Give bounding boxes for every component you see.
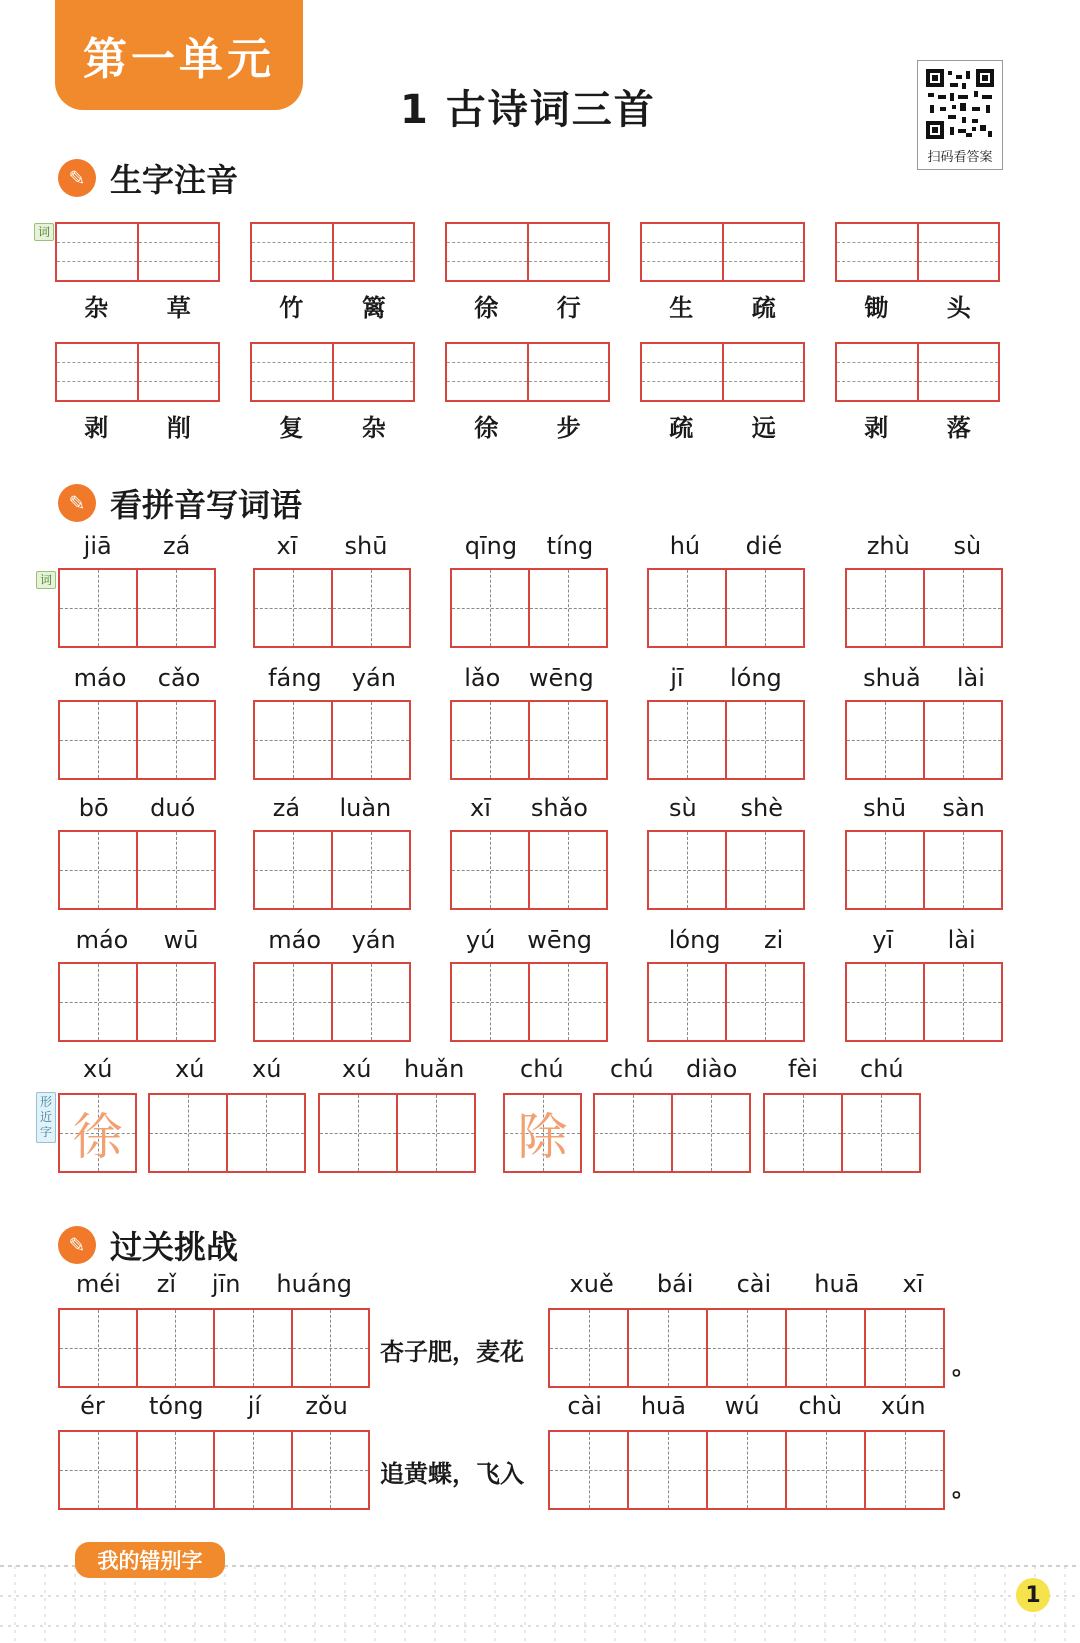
char-cell[interactable] (671, 1095, 749, 1171)
tianzi-grid[interactable] (58, 830, 216, 910)
char-cell[interactable] (60, 832, 136, 908)
qr-code-icon (926, 69, 994, 139)
char-cell[interactable] (923, 702, 1001, 778)
pinyin-syllable: diào (686, 1055, 738, 1083)
pinyin-label (58, 664, 216, 692)
pinyin-syllable: huǎn (404, 1055, 465, 1083)
pinyin-syllable: xī (276, 532, 298, 560)
char-cell[interactable] (255, 832, 331, 908)
pinyin-syllable: máo (73, 664, 127, 692)
char-cell[interactable] (923, 832, 1001, 908)
tianzi-grid[interactable] (647, 830, 805, 910)
pinyin-answer-box[interactable] (445, 342, 610, 402)
pinyin-cell[interactable] (332, 344, 414, 400)
char-cell[interactable] (136, 1310, 214, 1386)
tianzi-grid[interactable] (647, 568, 805, 648)
pinyin-syllable: cài (736, 1270, 772, 1298)
pinyin-cell[interactable] (137, 224, 219, 280)
pinyin-cell[interactable] (527, 224, 609, 280)
tianzi-grid-example (503, 1093, 582, 1173)
poem-period: 。 (952, 1351, 976, 1380)
pinyin-syllable: zi (764, 926, 784, 954)
pinyin-label (845, 794, 1003, 822)
pinyin-syllable: sù (668, 794, 697, 822)
pinyin-syllable: lài (956, 664, 985, 692)
tianzi-grid[interactable] (593, 1093, 751, 1173)
char-cell[interactable] (649, 702, 725, 778)
pinyin-syllable: lài (947, 926, 976, 954)
pinyin-answer-box[interactable] (250, 342, 415, 402)
word-chars (55, 408, 220, 443)
pinyin-label (845, 926, 1003, 954)
pinyin-label (647, 794, 805, 822)
char-cell[interactable] (864, 1310, 943, 1386)
tianzi-grid[interactable] (450, 962, 608, 1042)
char-cell[interactable] (331, 570, 409, 646)
char: 草 (166, 293, 191, 322)
tianzi-grid[interactable] (58, 962, 216, 1042)
char-cell[interactable] (765, 1095, 841, 1171)
char: 远 (751, 413, 776, 442)
pinyin-syllable: chú (610, 1055, 654, 1083)
pinyin-syllable: huā (814, 1270, 860, 1298)
pinyin-syllable: shè (740, 794, 784, 822)
pinyin-syllable: zǐ (156, 1270, 176, 1298)
char: 徐 (474, 293, 499, 322)
char-cell[interactable] (396, 1095, 474, 1171)
char-cell[interactable] (847, 964, 923, 1040)
pinyin-syllable: bō (78, 794, 109, 822)
pinyin-answer-box[interactable] (55, 342, 220, 402)
pinyin-label (450, 664, 608, 692)
pinyin-syllable: cài (567, 1392, 602, 1420)
char-cell[interactable] (725, 832, 803, 908)
pinyin-syllable: chú (860, 1055, 904, 1083)
char: 竹 (279, 293, 304, 322)
char: 生 (669, 293, 694, 322)
pinyin-syllable: hú (669, 532, 701, 560)
char-cell[interactable] (452, 964, 528, 1040)
pinyin-answer-box[interactable] (835, 342, 1000, 402)
tianzi-grid[interactable] (58, 1430, 370, 1510)
pinyin-answer-box[interactable] (55, 222, 220, 282)
char-cell[interactable] (923, 964, 1001, 1040)
char-cell[interactable] (528, 570, 606, 646)
pinyin-syllable: wú (724, 1392, 760, 1420)
pinyin-label (58, 532, 216, 560)
pinyin-label (58, 926, 216, 954)
pinyin-syllable: wēng (527, 926, 593, 954)
char-cell[interactable] (331, 964, 409, 1040)
section-title-text: 看拼音写词语 (110, 486, 303, 524)
char: 削 (166, 413, 191, 442)
word-chars (640, 408, 805, 443)
char-cell[interactable] (627, 1432, 706, 1508)
char-cell[interactable] (452, 570, 528, 646)
pinyin-answer-box[interactable] (445, 222, 610, 282)
unit-tab: 第一单元 (55, 0, 303, 110)
char-cell[interactable] (60, 702, 136, 778)
poem-text: 杏子肥，麦花 (380, 1337, 524, 1366)
my-typos-label: 我的错别字 (75, 1542, 225, 1578)
pinyin-label (450, 794, 608, 822)
pinyin-cell[interactable] (837, 224, 917, 280)
pinyin-syllable: xú (342, 1055, 372, 1083)
pinyin-syllable: wēng (528, 664, 594, 692)
pinyin-label (548, 1392, 945, 1420)
char: 行 (556, 293, 581, 322)
word-chars (640, 288, 805, 323)
pinyin-syllable: xú (175, 1055, 205, 1083)
char-cell[interactable] (649, 964, 725, 1040)
pinyin-syllable: shuǎ (863, 664, 921, 692)
char-cell[interactable] (864, 1432, 943, 1508)
pencil-icon: ✎ (58, 484, 96, 522)
char-cell[interactable] (528, 964, 606, 1040)
pinyin-label (58, 794, 216, 822)
char-cell[interactable] (150, 1095, 226, 1171)
pinyin-label (845, 664, 1003, 692)
char-cell[interactable] (649, 570, 725, 646)
example-char: 除 (517, 1108, 568, 1166)
pinyin-syllable: jiā (83, 532, 112, 560)
char-cell[interactable] (550, 1310, 627, 1386)
char: 剥 (84, 413, 109, 442)
pinyin-label (450, 532, 608, 560)
pinyin-syllable: xī (470, 794, 491, 822)
pinyin-syllable: xú (83, 1055, 113, 1083)
pinyin-cell[interactable] (252, 344, 332, 400)
pinyin-syllable: shū (344, 532, 388, 560)
char-cell[interactable] (706, 1310, 785, 1386)
tianzi-grid[interactable] (450, 830, 608, 910)
char-cell[interactable] (255, 702, 331, 778)
char-cell[interactable] (627, 1310, 706, 1386)
char-cell[interactable] (136, 1432, 214, 1508)
tianzi-grid[interactable] (548, 1430, 945, 1510)
pinyin-answer-box[interactable] (640, 342, 805, 402)
pinyin-syllable: jí (247, 1392, 262, 1420)
pinyin-syllable: wū (163, 926, 199, 954)
char-cell[interactable] (725, 570, 803, 646)
char-cell[interactable] (595, 1095, 671, 1171)
pinyin-syllable: sù (953, 532, 982, 560)
pinyin-syllable: yī (872, 926, 894, 954)
char-cell[interactable] (649, 832, 725, 908)
pinyin-syllable: huáng (276, 1270, 352, 1298)
pinyin-label (647, 664, 805, 692)
char-cell[interactable] (136, 832, 214, 908)
pinyin-label (58, 1270, 370, 1298)
pinyin-syllable: xuě (569, 1270, 614, 1298)
section-title-challenge (58, 1222, 238, 1268)
pinyin-cell[interactable] (722, 224, 804, 280)
tianzi-grid[interactable] (253, 700, 411, 780)
char-cell[interactable] (725, 964, 803, 1040)
pinyin-label (253, 794, 411, 822)
word-chars (835, 408, 1000, 443)
pinyin-syllable: ér (80, 1392, 105, 1420)
pinyin-syllable: bái (656, 1270, 694, 1298)
pinyin-cell[interactable] (332, 224, 414, 280)
pinyin-syllable: dié (745, 532, 783, 560)
char-cell[interactable] (213, 1310, 291, 1386)
section-title-write-words (58, 480, 302, 526)
pinyin-syllable: sàn (942, 794, 985, 822)
char-cell[interactable] (331, 832, 409, 908)
qr-caption: 扫码看答案 (927, 150, 993, 165)
pinyin-syllable: shǎo (530, 794, 588, 822)
pinyin-syllable: máo (268, 926, 322, 954)
pinyin-syllable: chú (520, 1055, 564, 1083)
char: 疏 (669, 413, 694, 442)
poem-period: 。 (952, 1473, 976, 1502)
pinyin-cell[interactable] (137, 344, 219, 400)
pinyin-syllable: fáng (268, 664, 322, 692)
tianzi-grid[interactable] (253, 568, 411, 648)
pinyin-label (647, 926, 805, 954)
word-chars (55, 288, 220, 323)
pencil-icon: ✎ (58, 1226, 96, 1264)
section-title-pinyin (58, 155, 238, 201)
char: 疏 (751, 293, 776, 322)
pinyin-syllable: yán (351, 926, 396, 954)
pinyin-syllable: duó (150, 794, 196, 822)
char-cell[interactable] (785, 1310, 864, 1386)
tianzi-grid[interactable] (845, 568, 1003, 648)
pinyin-label (450, 926, 608, 954)
pinyin-syllable: huā (640, 1392, 686, 1420)
tianzi-grid[interactable] (845, 700, 1003, 780)
char-cell[interactable] (452, 702, 528, 778)
pinyin-label (647, 532, 805, 560)
char-cell[interactable] (785, 1432, 864, 1508)
pinyin-syllable: lóng (668, 926, 721, 954)
tianzi-grid[interactable] (845, 962, 1003, 1042)
pinyin-syllable: chù (798, 1392, 843, 1420)
pinyin-cell[interactable] (642, 344, 722, 400)
char-cell[interactable] (320, 1095, 396, 1171)
pinyin-syllable: yú (465, 926, 496, 954)
tianzi-grid[interactable] (253, 962, 411, 1042)
char-cell[interactable] (528, 832, 606, 908)
tianzi-grid[interactable] (647, 962, 805, 1042)
pinyin-syllable: tóng (148, 1392, 204, 1420)
pinyin-cell[interactable] (252, 224, 332, 280)
char-cell[interactable] (847, 570, 923, 646)
pinyin-label (253, 532, 411, 560)
pinyin-syllable: zá (163, 532, 191, 560)
pinyin-syllable: cǎo (157, 664, 201, 692)
char: 徐 (474, 413, 499, 442)
tianzi-grid[interactable] (58, 568, 216, 648)
char: 复 (279, 413, 304, 442)
pinyin-label (845, 532, 1003, 560)
char-cell[interactable] (136, 702, 214, 778)
pinyin-syllable: zǒu (305, 1392, 348, 1420)
char: 杂 (84, 293, 109, 322)
pinyin-syllable: tíng (546, 532, 594, 560)
pinyin-cell[interactable] (642, 224, 722, 280)
pinyin-syllable: qīng (464, 532, 518, 560)
char: 锄 (864, 293, 889, 322)
qr-code[interactable] (917, 60, 1003, 170)
pinyin-cell[interactable] (447, 344, 527, 400)
tianzi-grid[interactable] (58, 1308, 370, 1388)
char-cell[interactable] (550, 1432, 627, 1508)
lesson-title: 1 古诗词三首 (400, 87, 656, 133)
word-tag: 词 (36, 571, 56, 589)
char-cell[interactable] (528, 702, 606, 778)
pinyin-cell[interactable] (917, 344, 999, 400)
char-cell[interactable] (60, 1310, 136, 1386)
pinyin-cell[interactable] (57, 224, 137, 280)
word-chars (445, 288, 610, 323)
word-chars (445, 408, 610, 443)
pinyin-syllable: lǎo (464, 664, 501, 692)
pinyin-label (253, 664, 411, 692)
pencil-icon: ✎ (58, 159, 96, 197)
char: 落 (946, 413, 971, 442)
pinyin-syllable: méi (75, 1270, 121, 1298)
char-cell[interactable] (291, 1310, 369, 1386)
char-cell[interactable] (725, 702, 803, 778)
char-cell[interactable] (213, 1432, 291, 1508)
pinyin-label (253, 926, 411, 954)
char-cell[interactable] (255, 964, 331, 1040)
tianzi-grid[interactable] (647, 700, 805, 780)
page-number: 1 (1016, 1578, 1050, 1612)
pinyin-answer-box[interactable] (835, 222, 1000, 282)
pinyin-syllable: máo (75, 926, 129, 954)
pinyin-cell[interactable] (527, 344, 609, 400)
pinyin-cell[interactable] (917, 224, 999, 280)
char: 步 (556, 413, 581, 442)
char: 篱 (361, 293, 386, 322)
tianzi-grid-example (58, 1093, 137, 1173)
pinyin-answer-box[interactable] (640, 222, 805, 282)
pinyin-syllable: xī (902, 1270, 924, 1298)
poem-text: 追黄蝶，飞入 (380, 1459, 524, 1488)
char-cell[interactable] (847, 702, 923, 778)
example-char: 徐 (72, 1108, 123, 1166)
pinyin-answer-box[interactable] (250, 222, 415, 282)
word-tag: 词 (34, 223, 54, 241)
section-title-text: 过关挑战 (110, 1228, 239, 1266)
word-chars (835, 288, 1000, 323)
similar-char-tag: 形近字 (36, 1092, 56, 1143)
tianzi-grid[interactable] (763, 1093, 921, 1173)
pinyin-cell[interactable] (722, 344, 804, 400)
tianzi-grid[interactable] (148, 1093, 306, 1173)
tianzi-grid[interactable] (58, 700, 216, 780)
pinyin-syllable: xún (880, 1392, 926, 1420)
char-cell[interactable] (60, 570, 136, 646)
pinyin-syllable: luàn (339, 794, 392, 822)
pinyin-syllable: jī (670, 664, 684, 692)
char-cell[interactable] (255, 570, 331, 646)
char-cell[interactable] (136, 570, 214, 646)
pinyin-cell[interactable] (447, 224, 527, 280)
tianzi-grid[interactable] (253, 830, 411, 910)
tianzi-grid[interactable] (450, 700, 608, 780)
char-cell[interactable] (60, 964, 136, 1040)
pinyin-cell[interactable] (57, 344, 137, 400)
char-cell[interactable] (60, 1432, 136, 1508)
char-cell[interactable] (452, 832, 528, 908)
char: 剥 (864, 413, 889, 442)
char-cell[interactable] (331, 702, 409, 778)
char: 杂 (361, 413, 386, 442)
char-cell[interactable] (923, 570, 1001, 646)
char-cell[interactable] (136, 964, 214, 1040)
char-cell[interactable] (847, 832, 923, 908)
tianzi-grid[interactable] (845, 830, 1003, 910)
pinyin-label (58, 1392, 370, 1420)
char-cell[interactable] (226, 1095, 304, 1171)
pinyin-syllable: zhù (866, 532, 910, 560)
char-cell[interactable] (841, 1095, 919, 1171)
pinyin-syllable: zá (272, 794, 301, 822)
pinyin-cell[interactable] (837, 344, 917, 400)
word-chars (250, 288, 415, 323)
section-title-text: 生字注音 (110, 161, 239, 199)
char-cell[interactable] (706, 1432, 785, 1508)
pinyin-label (548, 1270, 945, 1298)
pinyin-syllable: shū (863, 794, 907, 822)
tianzi-grid[interactable] (450, 568, 608, 648)
pinyin-syllable: jīn (211, 1270, 241, 1298)
word-chars (250, 408, 415, 443)
pinyin-syllable: lóng (729, 664, 782, 692)
tianzi-grid[interactable] (318, 1093, 476, 1173)
char-cell[interactable] (291, 1432, 369, 1508)
pinyin-syllable: xú (252, 1055, 282, 1083)
pinyin-syllable: yán (351, 664, 396, 692)
tianzi-grid[interactable] (548, 1308, 945, 1388)
char: 头 (946, 293, 971, 322)
pinyin-syllable: fèi (788, 1055, 818, 1083)
